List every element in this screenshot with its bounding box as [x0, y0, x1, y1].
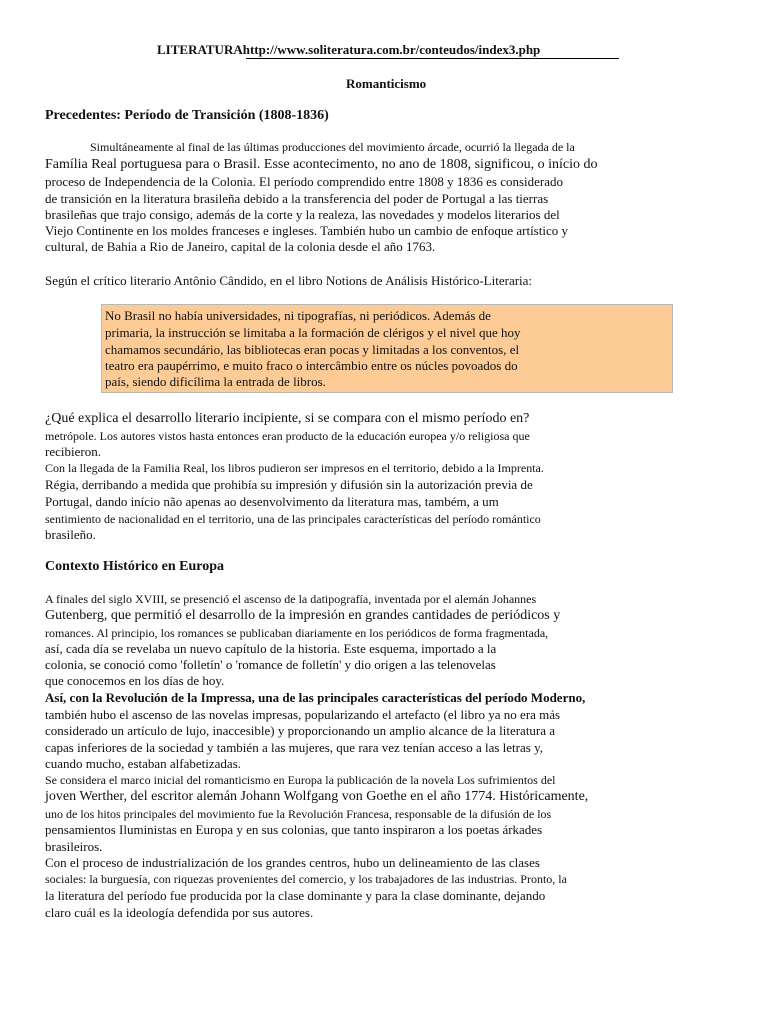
paragraph-line: Família Real portuguesa para o Brasil. Esse acontecimento, no ano de 1808, significou, o início do [45, 157, 598, 172]
paragraph-line: Simultáneamente al final de las últimas producciones del movimiento árcade, ocurrió la llegada de la [90, 140, 575, 154]
paragraph-line: cultural, de Bahia a Rio de Janeiro, capital de la colonia desde el año 1763. [45, 239, 436, 254]
paragraph-line: también hubo el ascenso de las novelas impresas, popularizando el artefacto (el libro ya no era más [45, 707, 561, 722]
paragraph-line: cuando mucho, estaban alfabetizadas. [45, 756, 241, 771]
paragraph-line: brasileiros. [45, 839, 103, 854]
paragraph-line: sociales: la burguesía, con riquezas provenientes del comercio, y los trabajadores de las industrias. Pronto, la [45, 872, 567, 886]
paragraph-line: de transición en la literatura brasileña debido a la transferencia del poder de Portugal a las tierras [45, 191, 549, 206]
paragraph-line: la literatura del período fue producida por la clase dominante y para la clase dominante, dejando [45, 888, 546, 903]
paragraph-line: pensamientos Iluministas en Europa y en sus colonias, que tanto inspiraron a los poetas árkades [45, 822, 543, 837]
critic-intro: Según el crítico literario Antônio Cândido, en el libro Notions de Análisis Histórico-Literaria: [45, 273, 533, 288]
paragraph-line: así, cada día se revelaba un nuevo capítulo de la historia. Este esquema, importado a la [45, 641, 497, 656]
paragraph-line: romances. Al principio, los romances se publicaban diariamente en los periódicos de forma fragmentada, [45, 626, 549, 640]
paragraph-line: Con el proceso de industrialización de los grandes centros, hubo un delineamiento de las clases [45, 855, 540, 870]
quote-line: país, siendo dificílima la entrada de libros. [105, 374, 326, 389]
paragraph-line: Así, con la Revolución de la Impressa, una de las principales características del período Moderno, [45, 690, 586, 705]
paragraph-line: Viejo Continente en los moldes franceses e ingleses. También hubo un cambio de enfoque artístico y [45, 223, 568, 238]
source-url-link[interactable]: http://www.soliteratura.com.br/conteudos/index3.php [242, 42, 541, 57]
quote-line: primaria, la instrucción se limitaba a la formación de clérigos y el nivel que hoy [105, 325, 521, 340]
paragraph-line: brasileñas que trajo consigo, además de la corte y la realeza, las novedades y modelos literarios del [45, 207, 560, 222]
section-heading: Contexto Histórico en Europa [45, 559, 225, 574]
header-prefix: LITERATURA [157, 42, 243, 57]
paragraph-line: claro cuál es la ideología defendida por sus autores. [45, 905, 314, 920]
paragraph-line: joven Werther, del escritor alemán Johann Wolfgang von Goethe en el año 1774. Históricamente, [45, 789, 589, 804]
paragraph-line: considerado un artículo de lujo, inaccesible) y proporcionando un amplio alcance de la literatura a [45, 723, 556, 738]
paragraph-line: metrópole. Los autores vistos hasta entonces eran producto de la educación europea y/o religiosa que [45, 429, 530, 443]
paragraph-line: proceso de Independencia de la Colonia. El período comprendido entre 1808 y 1836 es considerado [45, 174, 564, 189]
paragraph-line: Gutenberg, que permitió el desarrollo de la impresión en grandes cantidades de periódicos y [45, 608, 561, 623]
paragraph-line: brasileño. [45, 527, 96, 542]
paragraph-line: Con la llegada de la Familia Real, los libros pudieron ser impresos en el territorio, debido a la Imprenta. [45, 461, 544, 475]
paragraph-line: que conocemos en los días de hoy. [45, 673, 225, 688]
paragraph-line: A finales del siglo XVIII, se presenció el ascenso de la datipografía, inventada por el alemán Johannes [45, 592, 537, 606]
quote-line: chamamos secundário, las bibliotecas eran pocas y limitadas a los conventos, el [105, 342, 520, 357]
paragraph-line: ¿Qué explica el desarrollo literario incipiente, si se compara con el mismo período en? [45, 411, 530, 426]
quote-line: teatro era paupérrimo, e muito fraco o intercâmbio entre os núcles povoados do [105, 358, 518, 373]
header-underline [246, 58, 619, 59]
paragraph-line: uno de los hitos principales del movimiento fue la Revolución Francesa, responsable de la difusión de los [45, 807, 552, 821]
paragraph-line: capas inferiores de la sociedad y también a las mujeres, que rara vez tenían acceso a las letras y, [45, 740, 543, 755]
paragraph-line: Portugal, dando início não apenas ao desenvolvimento da literatura mas, também, a um [45, 494, 499, 509]
section-heading: Precedentes: Período de Transición (1808-1836) [45, 108, 329, 123]
paragraph-line: Régia, derribando a medida que prohibía su impresión y difusión sin la autorización previa de [45, 477, 533, 492]
paragraph-line: recibieron. [45, 444, 101, 459]
page-header [157, 43, 540, 56]
paragraph-line: colonia, se conoció como 'folletín' o 'romance de folletín' y dio origen a las telenovelas [45, 657, 496, 672]
paragraph-line: Se considera el marco inicial del romanticismo en Europa la publicación de la novela Los sufrimientos del [45, 773, 556, 787]
page-title: Romanticismo [346, 76, 427, 91]
quote-line: No Brasil no había universidades, ni tipografías, ni periódicos. Además de [105, 308, 491, 323]
paragraph-line: sentimiento de nacionalidad en el territorio, una de las principales características del período romántico [45, 512, 541, 526]
